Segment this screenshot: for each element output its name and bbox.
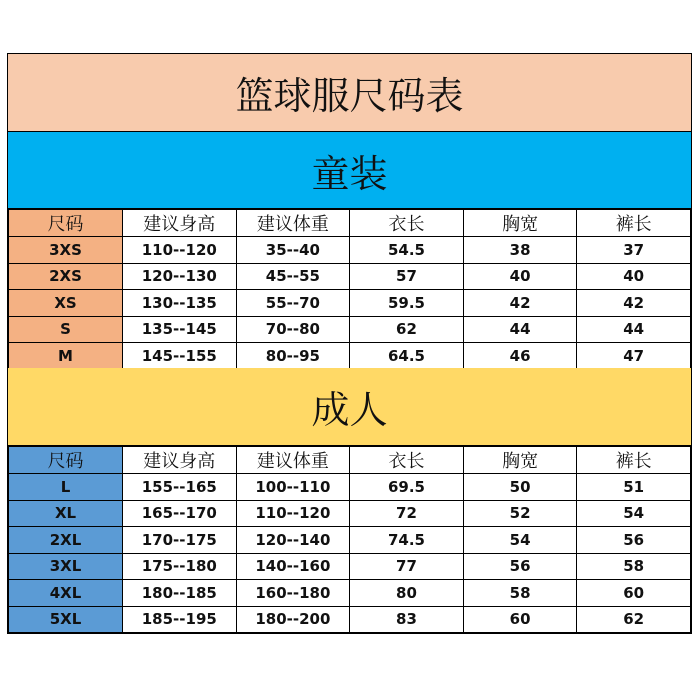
weight-cell: 140--160 [236,553,350,580]
pants-cell: 51 [577,474,691,501]
pants-cell: 54 [577,500,691,527]
chest-cell: 60 [463,606,577,633]
adult-size-table [8,446,691,633]
chest-cell: 40 [463,263,577,290]
length-cell: 72 [350,500,464,527]
length-cell: 83 [350,606,464,633]
pants-cell: 44 [577,316,691,343]
size-cell: XL [9,500,123,527]
height-cell: 120--130 [123,263,237,290]
length-cell: 54.5 [350,237,464,264]
kids-section-header: 童装 [8,132,691,209]
table-row [9,474,691,501]
length-cell: 77 [350,553,464,580]
table-row [9,606,691,633]
weight-cell: 120--140 [236,527,350,554]
pants-cell: 58 [577,553,691,580]
size-cell: 3XS [9,237,123,264]
table-row [9,237,691,264]
size-cell: 4XL [9,580,123,607]
length-cell: 80 [350,580,464,607]
height-cell: 155--165 [123,474,237,501]
chest-cell: 52 [463,500,577,527]
size-cell: S [9,316,123,343]
kids-table-body [9,210,691,370]
height-cell: 170--175 [123,527,237,554]
chest-cell: 44 [463,316,577,343]
weight-cell: 180--200 [236,606,350,633]
length-cell: 64.5 [350,343,464,370]
height-cell: 110--120 [123,237,237,264]
pants-cell: 62 [577,606,691,633]
length-cell: 57 [350,263,464,290]
length-cell: 62 [350,316,464,343]
chest-cell: 56 [463,553,577,580]
height-cell: 135--145 [123,316,237,343]
size-cell: XS [9,290,123,317]
adult-section-header: 成人 [8,368,691,446]
chest-cell: 42 [463,290,577,317]
column-header-height: 建议身高 [123,210,237,237]
length-cell: 74.5 [350,527,464,554]
size-cell: 2XS [9,263,123,290]
weight-cell: 160--180 [236,580,350,607]
size-cell: L [9,474,123,501]
table-row [9,316,691,343]
column-header-height: 建议身高 [123,447,237,474]
adult-table-body [9,447,691,633]
height-cell: 130--135 [123,290,237,317]
pants-cell: 37 [577,237,691,264]
weight-cell: 55--70 [236,290,350,317]
table-row [9,580,691,607]
size-cell: 2XL [9,527,123,554]
kids-size-table [8,209,691,370]
pants-cell: 56 [577,527,691,554]
pants-cell: 47 [577,343,691,370]
size-cell: 5XL [9,606,123,633]
column-header-chest: 胸宽 [463,447,577,474]
column-header-length: 衣长 [350,447,464,474]
height-cell: 185--195 [123,606,237,633]
pants-cell: 40 [577,263,691,290]
size-chart [7,53,692,634]
page-title: 篮球服尺码表 [8,54,691,132]
chest-cell: 58 [463,580,577,607]
weight-cell: 35--40 [236,237,350,264]
length-cell: 69.5 [350,474,464,501]
column-header-weight: 建议体重 [236,210,350,237]
column-header-length: 衣长 [350,210,464,237]
table-row [9,527,691,554]
kids-header-row [9,210,691,237]
table-row [9,553,691,580]
length-cell: 59.5 [350,290,464,317]
weight-cell: 110--120 [236,500,350,527]
height-cell: 180--185 [123,580,237,607]
height-cell: 165--170 [123,500,237,527]
table-row [9,500,691,527]
column-header-pants: 裤长 [577,210,691,237]
table-row [9,263,691,290]
pants-cell: 60 [577,580,691,607]
chest-cell: 46 [463,343,577,370]
table-row [9,343,691,370]
pants-cell: 42 [577,290,691,317]
weight-cell: 70--80 [236,316,350,343]
chest-cell: 38 [463,237,577,264]
weight-cell: 45--55 [236,263,350,290]
column-header-size: 尺码 [9,447,123,474]
height-cell: 175--180 [123,553,237,580]
chest-cell: 54 [463,527,577,554]
weight-cell: 100--110 [236,474,350,501]
height-cell: 145--155 [123,343,237,370]
adult-header-row [9,447,691,474]
weight-cell: 80--95 [236,343,350,370]
column-header-size: 尺码 [9,210,123,237]
column-header-chest: 胸宽 [463,210,577,237]
chest-cell: 50 [463,474,577,501]
column-header-weight: 建议体重 [236,447,350,474]
size-cell: M [9,343,123,370]
table-row [9,290,691,317]
column-header-pants: 裤长 [577,447,691,474]
size-cell: 3XL [9,553,123,580]
